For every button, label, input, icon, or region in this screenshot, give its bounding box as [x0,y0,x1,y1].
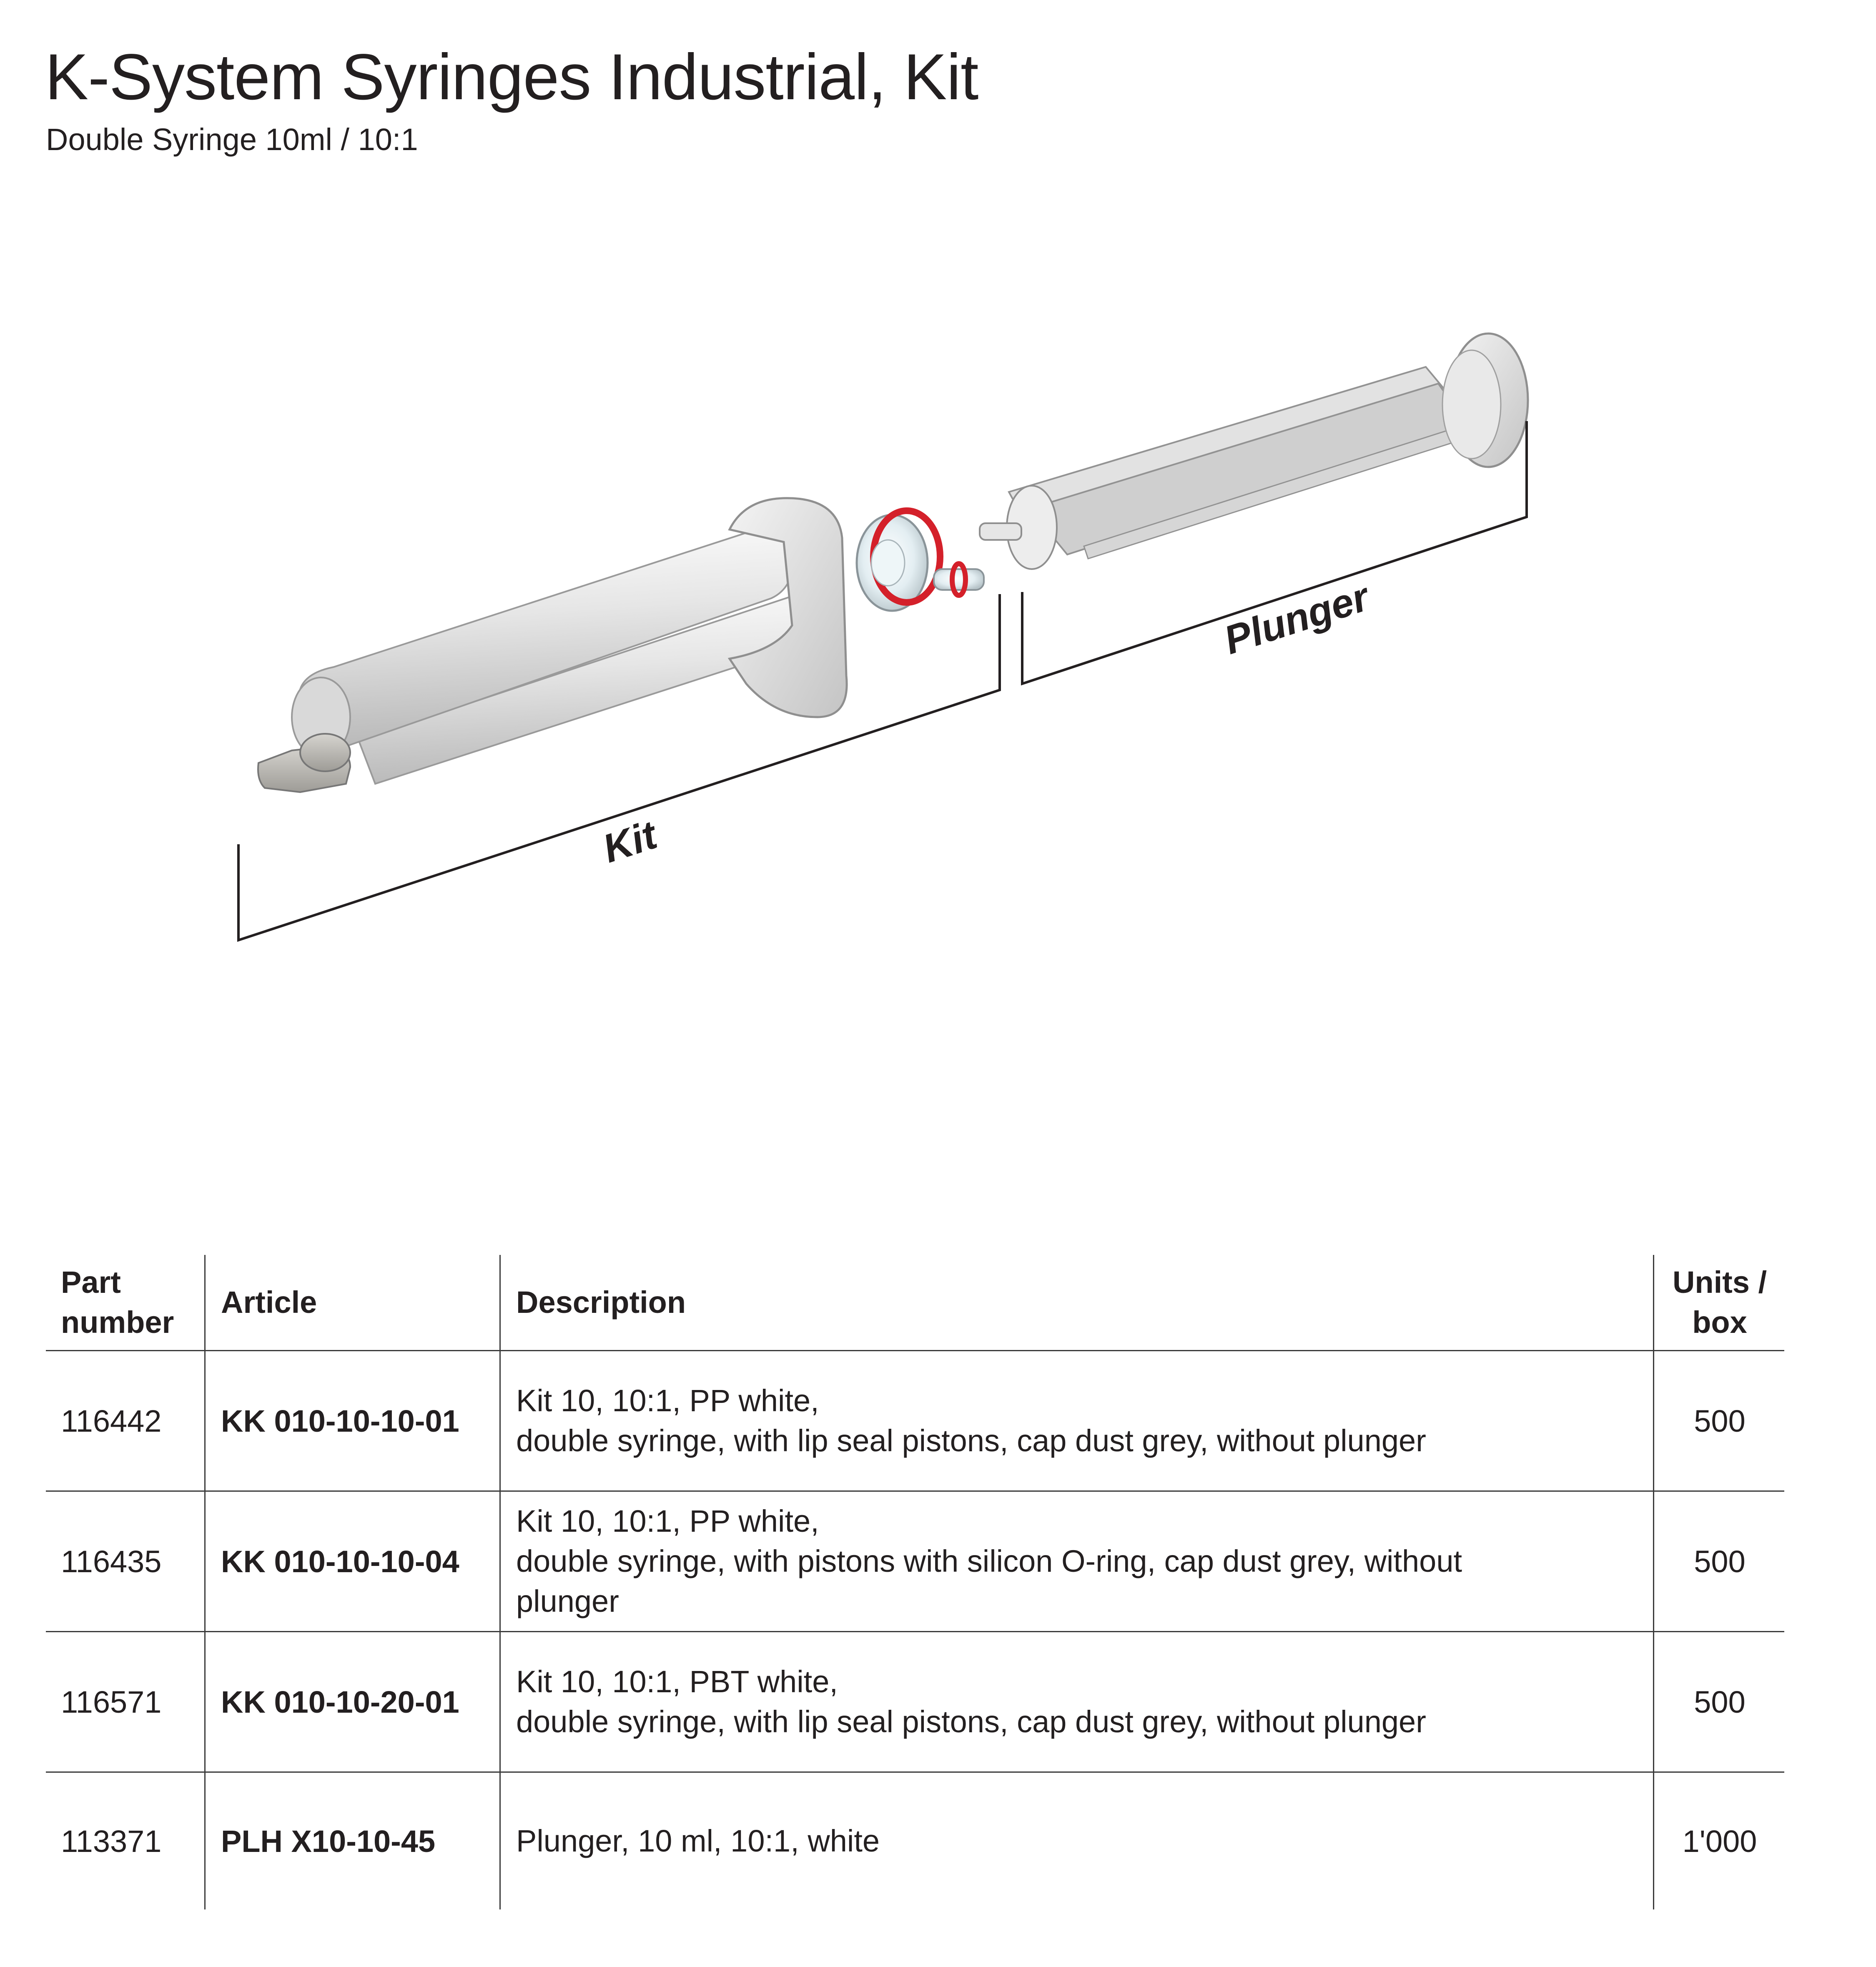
header-part-line1: Part [61,1265,121,1300]
page-title: K-System Syringes Industrial, Kit [45,41,978,113]
page-subtitle: Double Syringe 10ml / 10:1 [46,122,418,157]
header-units-line2: box [1692,1305,1747,1340]
header-description: Description [516,1285,686,1320]
description-line: Kit 10, 10:1, PBT white, [516,1664,838,1699]
description-line: double syringe, with lip seal pistons, cap dust grey, without plunger [516,1704,1426,1739]
description-line: Kit 10, 10:1, PP white, [516,1383,819,1418]
table-row [46,1492,1784,1631]
plunger-drawing [980,334,1528,569]
article-cell: KK 010-10-20-01 [221,1684,459,1719]
plunger-label: Plunger [1219,574,1374,663]
part-number-cell: 116435 [61,1544,162,1579]
table-header-row [46,1255,1784,1350]
description-cell [516,1492,1683,1631]
units-cell: 1'000 [1682,1824,1757,1859]
description-cell [516,1632,1683,1771]
part-number-cell: 116442 [61,1403,162,1438]
part-number-cell: 113371 [61,1824,162,1859]
units-cell: 500 [1694,1684,1746,1719]
units-cell: 500 [1694,1403,1746,1438]
product-illustration [0,317,1876,967]
header-units [1655,1255,1784,1350]
units-cell: 500 [1694,1544,1746,1579]
header-part-number [61,1255,203,1350]
article-cell: PLH X10-10-45 [221,1824,436,1859]
description-line: double syringe, with pistons with silicon O-ring, cap dust grey, without [516,1544,1462,1578]
syringe-kit-drawing [258,498,847,792]
table-row [46,1351,1784,1490]
table-row [46,1773,1784,1909]
header-units-line1: Units / [1672,1265,1767,1300]
header-article: Article [221,1285,317,1320]
piston-drawing [857,511,984,611]
article-cell: KK 010-10-10-01 [221,1403,459,1438]
description-line: double syringe, with lip seal pistons, cap dust grey, without plunger [516,1423,1426,1458]
description-line: plunger [516,1584,619,1618]
table-row [46,1632,1784,1771]
description-cell: Plunger, 10 ml, 10:1, white [516,1824,880,1858]
description-cell [516,1351,1683,1490]
part-number-cell: 116571 [61,1684,162,1719]
article-cell: KK 010-10-10-04 [221,1544,459,1579]
description-line: Kit 10, 10:1, PP white, [516,1504,819,1538]
kit-label: Kit [597,812,662,871]
header-part-line2: number [61,1305,174,1340]
